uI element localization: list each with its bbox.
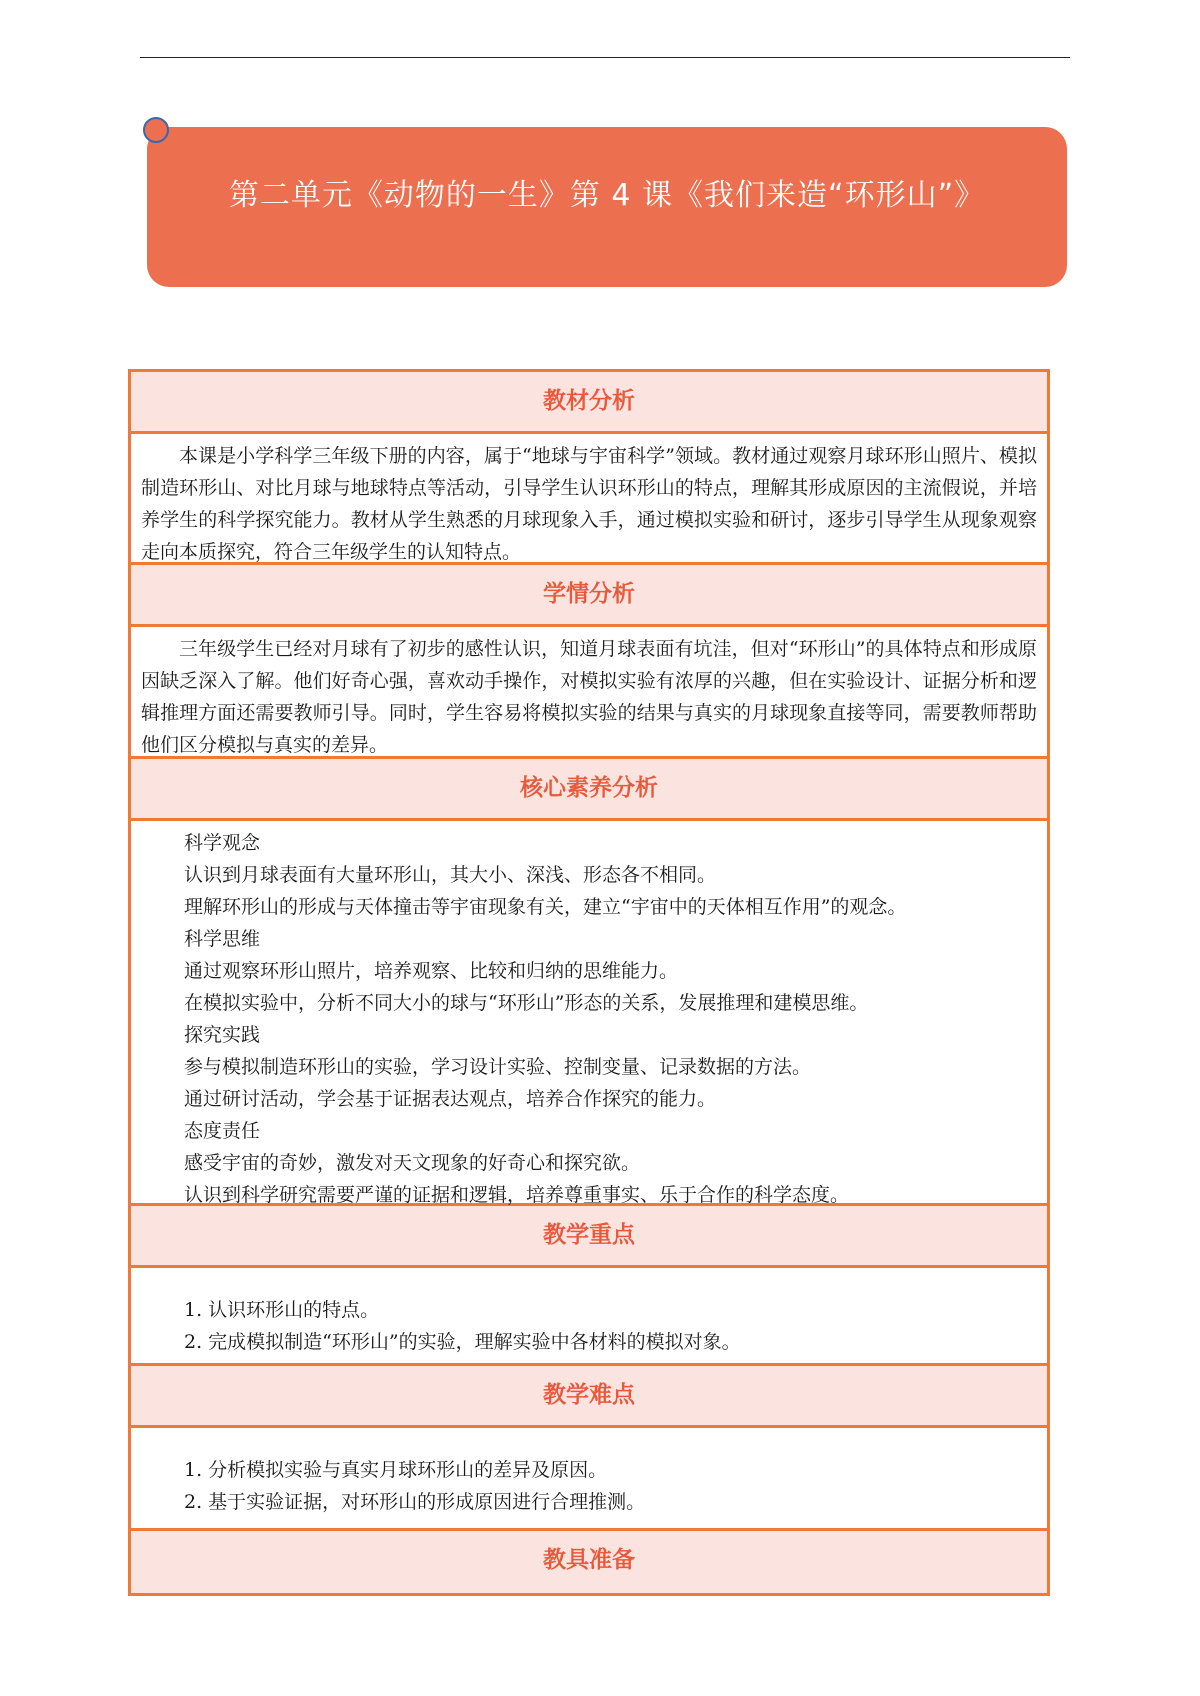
literacy-line: 科学观念 <box>184 832 261 854</box>
section-heading-textbook-analysis: 教材分析 <box>131 372 1047 434</box>
section-heading-student-analysis: 学情分析 <box>131 565 1047 627</box>
list-item: 1. 认识环形山的特点。 <box>184 1299 380 1321</box>
literacy-line: 通过观察环形山照片，培养观察、比较和归纳的思维能力。 <box>184 960 679 982</box>
section-heading-core-literacy: 核心素养分析 <box>131 759 1047 821</box>
section-heading-teaching-focus: 教学重点 <box>131 1206 1047 1268</box>
section-body-teaching-difficulty <box>131 1428 1047 1531</box>
lesson-plan-table <box>128 369 1050 1596</box>
literacy-line: 通过研讨活动，学会基于证据表达观点，培养合作探究的能力。 <box>184 1088 717 1110</box>
literacy-line: 在模拟实验中，分析不同大小的球与“环形山”形态的关系，发展推理和建模思维。 <box>184 992 869 1014</box>
paragraph: 本课是小学科学三年级下册的内容，属于“地球与宇宙科学”领域。教材通过观察月球环形山照片、模拟制造环形山、对比月球与地球特点等活动，引导学生认识环形山的特点，理解其形成原因的主流假说，并培养学生的科学探究能力。教材从学生熟悉的月球现象入手，通过模拟实验和研讨，逐步引导学生从现象观察走向本质探究，符合三年级学生的认知特点。 <box>141 445 1037 563</box>
literacy-line: 认识到科学研究需要严谨的证据和逻辑，培养尊重事实、乐于合作的科学态度。 <box>184 1184 850 1206</box>
page-title: 第二单元《动物的一生》第 4 课《我们来造“环形山”》 <box>228 178 986 213</box>
paragraph: 三年级学生已经对月球有了初步的感性认识，知道月球表面有坑洼，但对“环形山”的具体特点和形成原因缺乏深入了解。他们好奇心强，喜欢动手操作，对模拟实验有浓厚的兴趣，但在实验设计、证据分析和逻辑推理方面还需要教师引导。同时，学生容易将模拟实验的结果与真实的月球现象直接等同，需要教师帮助他们区分模拟与真实的差异。 <box>141 638 1037 756</box>
top-rule <box>140 57 1070 58</box>
literacy-line: 参与模拟制造环形山的实验，学习设计实验、控制变量、记录数据的方法。 <box>184 1056 812 1078</box>
list-item: 1. 分析模拟实验与真实月球环形山的差异及原因。 <box>184 1459 608 1481</box>
literacy-line: 感受宇宙的奇妙，激发对天文现象的好奇心和探究欲。 <box>184 1152 641 1174</box>
literacy-line: 理解环形山的形成与天体撞击等宇宙现象有关，建立“宇宙中的天体相互作用”的观念。 <box>184 896 907 918</box>
list-item: 2. 完成模拟制造“环形山”的实验，理解实验中各材料的模拟对象。 <box>184 1331 741 1353</box>
literacy-line: 认识到月球表面有大量环形山，其大小、深浅、形态各不相同。 <box>184 864 717 886</box>
literacy-line: 科学思维 <box>184 928 261 950</box>
section-heading-teaching-aids: 教具准备 <box>131 1531 1047 1593</box>
section-body-teaching-focus <box>131 1268 1047 1366</box>
literacy-line: 探究实践 <box>184 1024 261 1046</box>
literacy-line: 态度责任 <box>184 1120 261 1142</box>
list-item: 2. 基于实验证据，对环形山的形成原因进行合理推测。 <box>184 1491 646 1513</box>
banner-dot-decoration <box>143 117 169 143</box>
section-heading-teaching-difficulty: 教学难点 <box>131 1366 1047 1428</box>
section-body-textbook-analysis <box>131 434 1047 565</box>
section-body-core-literacy <box>131 821 1047 1206</box>
section-body-student-analysis <box>131 627 1047 759</box>
